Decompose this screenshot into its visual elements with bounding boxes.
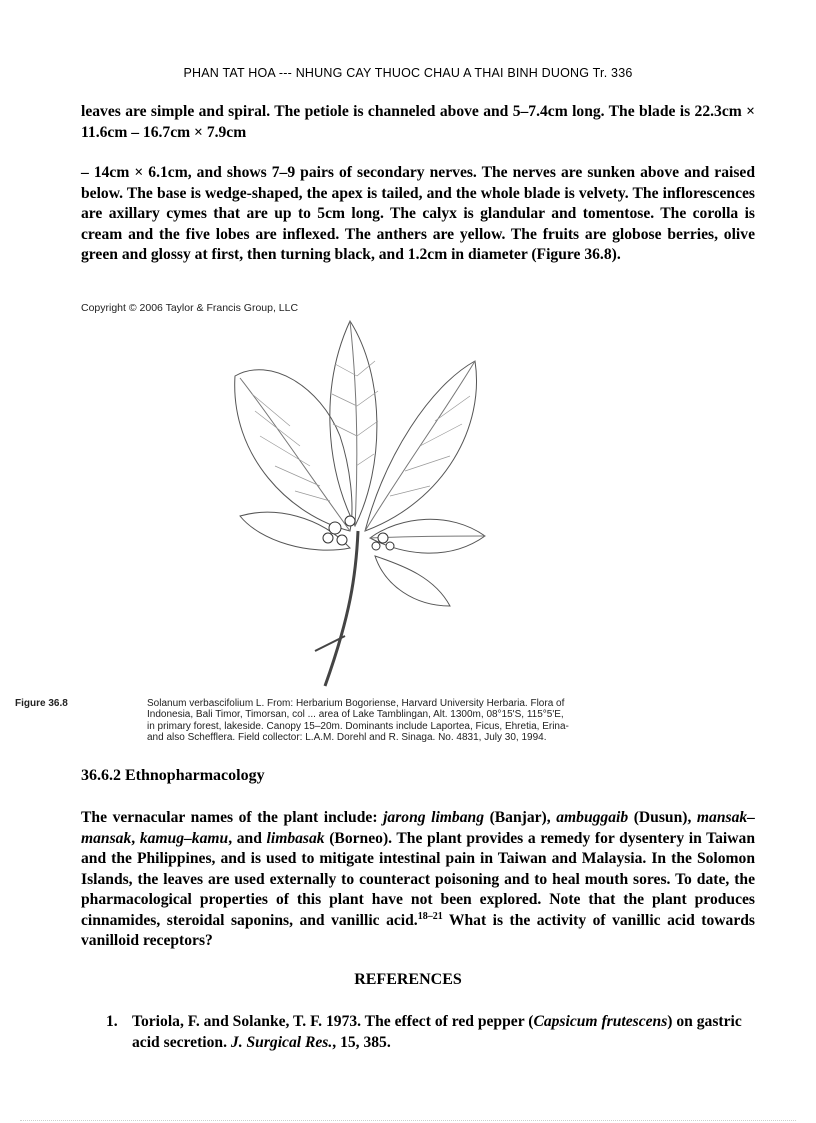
caption-line-4: and also Schefflera. Field collector: L.A.M. Dorehl and R. Sinaga. No. 4831, July 30, 1994. [147, 732, 547, 744]
text-run: , 15, 385. [332, 1033, 391, 1051]
journal-name: J. Surgical Res. [230, 1033, 333, 1051]
citation-superscript: 18–21 [417, 910, 443, 922]
figure-label: Figure 36.8 [15, 698, 68, 709]
species-name: Capsicum frutescens [533, 1013, 668, 1030]
vernacular-name: kamug–kamu [139, 829, 229, 847]
paragraph-text: – 14cm × 6.1cm, and shows 7–9 pairs of secondary nerves. The nerves are sunken above and raised below. The base is wedge-shaped, the apex is tailed, and the whole blade is velvety. The inflorescences are axillary cymes that are up to 5cm long. The calyx is glandular and tomentose. The corolla is cream and the five lobes are inflexed. The anthers are yellow. The fruits are globose berries, olive green and glossy at first, then turning black, and 1.2cm in diameter (Figure 36.8). [81, 164, 755, 263]
text-run: The vernacular names of the plant include: [81, 809, 384, 826]
plant-illustration [200, 316, 490, 696]
caption-text: Solanum verbascifolium L. From: Herbarium Bogoriense, Harvard University Herbaria. Flora of [147, 698, 565, 709]
vernacular-name: limbasak [266, 829, 325, 847]
section-title: Ethnopharmacology [125, 767, 265, 784]
caption-line-1 [15, 698, 641, 709]
caption-line-3: in primary forest, lakeside. Canopy 15–20m. Dominants include Laportea, Ficus, Ehretia, Erina- [147, 720, 569, 732]
reference-body [132, 1012, 756, 1053]
leaf-right-upper [365, 361, 477, 531]
paragraph-text [81, 808, 755, 952]
bottom-divider [20, 1120, 796, 1121]
text-run: What is the activity of vanillic acid towards vanilloid receptors? [81, 911, 755, 949]
section-heading [81, 767, 265, 785]
paragraph-text: leaves are simple and spiral. The petiole is channeled above and 5–7.4cm long. The blade is 22.3cm × 11.6cm – 16.7cm × 7.9cm [81, 103, 755, 141]
stem [325, 531, 358, 686]
description-paragraph-1 [81, 102, 755, 143]
text-run: Toriola, F. and Solanke, T. F. 1973. The effect of red pepper ( [132, 1013, 534, 1030]
vernacular-name: mansak–mansak [81, 809, 755, 847]
text-run: (Borneo). The plant provides a remedy for dysentery in Taiwan and the Philippines, and is used to mitigate intestinal pain in Taiwan and Malaysia. In the Solomon Islands, the leaves are used externally to counteract poisoning and to heal mouth sores. To date, the pharmacological properties of this plant have not been explored. Note that the plant produces cinnamides, steroidal saponins, and vanillic acid. [81, 829, 755, 929]
ethnopharmacology-paragraph [81, 808, 755, 952]
description-paragraph-2 [81, 163, 755, 266]
figure-caption [15, 698, 641, 744]
text-run: , [131, 829, 140, 847]
text-run: (Banjar), [484, 809, 557, 826]
caption-line-2: Indonesia, Bali Timor, Timorsan, col ... area of Lake Tamblingan, Alt. 1300m, 08°15'S, 115°5'E, [147, 709, 564, 721]
leaf-top [330, 321, 377, 526]
section-number: 36.6.2 [81, 767, 121, 784]
text-run: (Dusun), [628, 809, 697, 826]
reference-item [106, 1012, 756, 1053]
running-header: PHAN TAT HOA --- NHUNG CAY THUOC CHAU A THAI BINH DUONG Tr. 336 [183, 66, 633, 80]
vernacular-name: ambuggaib [556, 809, 629, 826]
text-run: , and [228, 829, 267, 847]
figure-copyright: Copyright © 2006 Taylor & Francis Group, LLC [81, 302, 299, 314]
vernacular-name: jarong limbang [383, 809, 484, 826]
leaf-lower-right [375, 556, 450, 606]
reference-number: 1. [106, 1013, 118, 1030]
text-run: ) on gastric acid secretion. [132, 1013, 742, 1051]
references-heading: REFERENCES [354, 971, 462, 988]
